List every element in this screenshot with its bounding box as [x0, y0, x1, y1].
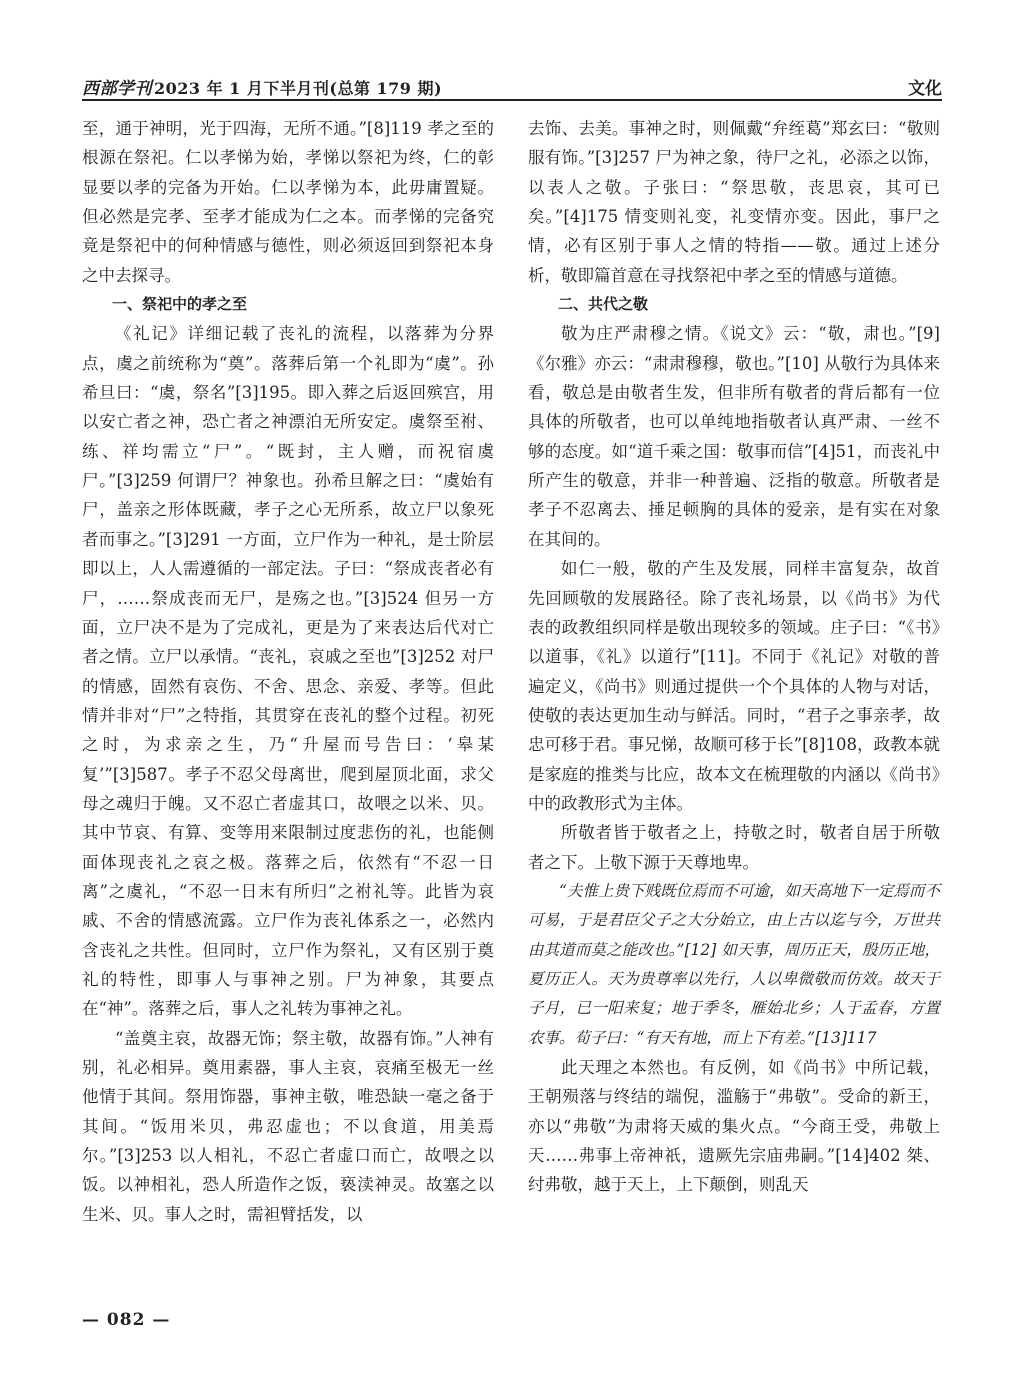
journal-logo: 西部学刊	[82, 79, 152, 99]
paragraph: 如仁一般，敬的产生及发展，同样丰富复杂，故首先回顾敬的发展路径。除了丧礼场景，以《尚书》为代表的政教组织同样是敬出现较多的领域。庄子曰：“《书》以道事，《礼》以道行”[11]。不同于《礼记》对敬的普遍定义，《尚书》则通过提供一个个具体的人物与对话，使敬的表达更加生动与鲜活。同时，“君子之事亲孝，故忠可移于君。事兄悌，故顺可移于长”[8]108，政教本就是家庭的推类与比应，故本文在梳理敬的内涵以《尚书》中的政教形式为主体。	[528, 559, 940, 813]
paragraph: 敬为庄严肃穆之情。《说文》云：“敬，肃也。”[9]《尔雅》亦云：“肃肃穆穆，敬也。”[10] 从敬行为具体来看，敬总是由敬者生发，但非所有敬者的背后都有一位具体的所敬者，也可以单纯地指敬者认真严肃、一丝不够的态度。如“道千乘之国：敬事而信”[4]51，而丧礼中所产生的敬意，并非一种普遍、泛指的敬意。所敬者是孝子不忍离去、捶足顿胸的具体的爱亲，是有实在对象在其间的。	[528, 324, 940, 549]
left-column	[82, 114, 494, 1229]
page-number: — 082 —	[82, 1310, 171, 1330]
paragraph: 《礼记》详细记载了丧礼的流程，以落葬为分界点，虞之前统称为“奠”。落葬后第一个礼即为“虞”。孙希旦曰：“虞，祭名”[3]195。即入葬之后返回殡宫，用以安亡者之神，恐亡者之神漂泊无所安定。虞祭至祔、练、祥均需立“尸”。“既封，主人赠，而祝宿虞尸。”[3]259 何谓尸？神象也。孙希旦解之曰：“虞始有尸，盖亲之形体既藏，孝子之心无所系，故立尸以象死者而事之。”[3]291 一方面，立尸作为一种礼，是士阶层即以上，人人需遵循的一部定法。子曰：“祭成丧者必有尸，……祭成丧而无尸，是殇之也。”[3]524 但另一方面，立尸决不是为了完成礼，更是为了来表达后代对亡者之情。立尸以承情。“丧礼，哀戚之至也”[3]252 对尸的情感，固然有哀伤、不舍、思念、亲爱、孝等。但此情并非对“尸”之特指，其贯穿在丧礼的整个过程。初死之时，为求亲之生，乃“升屋而号告曰：‘皋某复’”[3]587。孝子不忍父母离世，爬到屋顶北面，求父母之魂归于魄。又不忍亡者虚其口，故喂之以米、贝。其中节哀、有算、变等用来限制过度悲伤的礼，也能侧面体现丧礼之哀之极。落葬之后，依然有“不忍一日离”之虞礼，“不忍一日末有所归”之祔礼等。此皆为哀戚、不舍的情感流露。立尸作为丧礼体系之一，必然内含丧礼之共性。但同时，立尸作为祭礼，又有区别于奠礼的特性，即事人与事神之别。尸为神象，其要点在“神”。落葬之后，事人之礼转为事神之礼。	[82, 324, 494, 1019]
paragraph: 所敬者皆于敬者之上，持敬之时，敬者自居于所敬者之下。上敬下源于天尊地卑。	[528, 823, 940, 872]
header-rule	[82, 99, 942, 101]
section-heading: 一、祭祀中的孝之至	[112, 295, 248, 314]
paragraph: 至，通于神明，光于四海，无所不通。”[8]119 孝之至的根源在祭祀。仁以孝悌为始，孝悌以祭祀为终，仁的彰显要以孝的完备为开始。仁以孝悌为本，此毋庸置疑。但必然是完孝、至孝才能成为仁之本。而孝悌的完备究竟是祭祀中的何种情感与德性，则必须返回到祭祀本身之中去探寻。	[82, 119, 494, 285]
right-column	[528, 114, 940, 1200]
paragraph: 此天理之本然也。有反例，如《尚书》中所记载，王朝殒落与终结的端倪，滥觞于“弗敬”。受命的新王，亦以“弗敬”为肃将天威的集火点。“今商王受，弗敬上天……弗事上帝神祇，遗厥先宗庙弗嗣。”[14]402 桀、纣弗敬，越于天上，上下颠倒，则乱天	[528, 1058, 940, 1195]
page-header	[82, 74, 942, 100]
paragraph: 去饰、去美。事神之时，则佩戴“弁绖葛”郑玄曰：“敬则服有饰。”[3]257 尸为神之象，待尸之礼，必添之以饰，以表人之敬。子张曰：“祭思敬，丧思哀，其可已矣。”[4]175 情变则礼变，礼变情亦变。因此，事尸之情，必有区别于事人之情的特指——敬。通过上述分析，敬即篇首意在寻找祭祀中孝之至的情感与道德。	[528, 119, 940, 285]
quotation-block: “夫惟上贵下贱既位焉而不可逾，如天高地下一定焉而不可易，于是君臣父子之大分始立，由上古以迄与今，万世共由其道而莫之能改也。”[12] 如天事，周历正天，殷历正地，夏历正人。天为贵尊率以先行，人以卑微敬而仿效。故天于子月，已一阳来复；地于季冬，雁始北乡；人于孟春，方置农事。荀子曰：“有天有地，而上下有差。”[13]117	[528, 881, 940, 1047]
journal-issue: 2023 年 1 月下半月刊(总第 179 期)	[154, 79, 443, 98]
paragraph: “盖奠主哀，故器无饰；祭主敬，故器有饰。”人神有别，礼必相异。奠用素器，事人主哀，哀痛至极无一丝他情于其间。祭用饰器，事神主敬，唯恐缺一毫之备于其间。“饭用米贝，弗忍虚也；不以食道，用美焉尔。”[3]253 以人相礼，不忍亡者虚口而亡，故喂之以饭。以神相礼，恐人所造作之饭，亵渎神灵。故塞之以生米、贝。事人之时，需袒臂括发，以	[82, 1028, 494, 1224]
section-heading: 二、共代之敬	[558, 295, 649, 314]
journal-title	[82, 74, 442, 99]
section-label: 文化	[908, 79, 942, 99]
